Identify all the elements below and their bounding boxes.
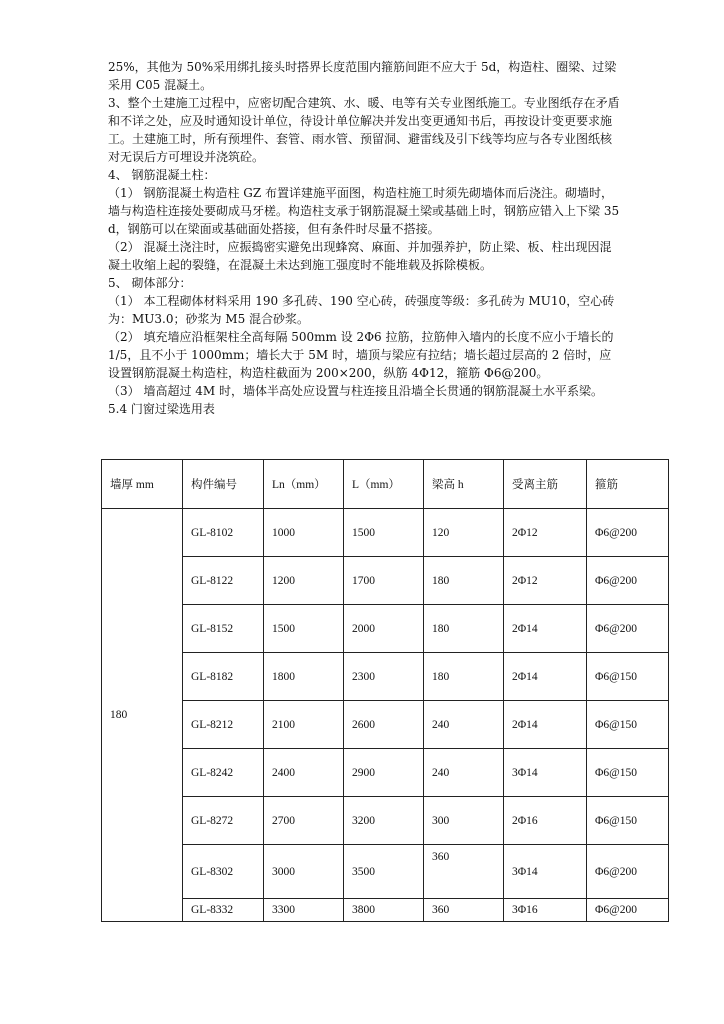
- document-body: [108, 58, 622, 418]
- cell-main-rebar: 3Φ14: [504, 845, 587, 899]
- cell-ln: 3300: [264, 899, 344, 922]
- cell-stirrup: Φ6@150: [587, 749, 669, 797]
- cell-ln: 1800: [264, 653, 344, 701]
- cell-beam-height: 120: [424, 509, 504, 557]
- lintel-table: [101, 459, 669, 922]
- cell-part-number: GL-8302: [183, 845, 264, 899]
- cell-stirrup: Φ6@150: [587, 797, 669, 845]
- table-caption: 5.4 门窗过梁选用表: [108, 402, 215, 416]
- table-row: [102, 653, 669, 701]
- paragraph-coordination: 3、整个土建施工过程中，应密切配合建筑、水、暖、电等有关专业图纸施工。专业图纸存在矛盾和不详之处，应及时通知设计单位，待设计单位解决并发出变更通知书后，再按设计变更要求施工。土建施工时，所有预埋件、套管、雨水管、预留洞、避雷线及引下线等均应与各专业图纸核对无误后方可埋设并浇筑砼。: [108, 96, 620, 164]
- cell-stirrup: Φ6@200: [587, 509, 669, 557]
- cell-beam-height: 360: [424, 899, 504, 922]
- cell-beam-height: 240: [424, 701, 504, 749]
- cell-l: 1500: [344, 509, 424, 557]
- cell-part-number: GL-8242: [183, 749, 264, 797]
- cell-ln: 2100: [264, 701, 344, 749]
- paragraph-column-1: （1） 钢筋混凝土构造柱 GZ 布置详建施平面图，构造柱施工时须先砌墙体而后浇注。砌墙时，墙与构造柱连接处要砌成马牙槎。构造柱支承于钢筋混凝土梁或基础上时，钢筋应错入上下梁 35d，钢筋可以在梁面或基础面处搭接，但有条件时尽量不搭接。: [108, 186, 620, 236]
- header-main-rebar: 受离主筋: [504, 460, 587, 509]
- cell-l: 2900: [344, 749, 424, 797]
- cell-beam-height: 240: [424, 749, 504, 797]
- cell-ln: 2400: [264, 749, 344, 797]
- cell-main-rebar: 2Φ16: [504, 797, 587, 845]
- header-part-number: 构件编号: [183, 460, 264, 509]
- cell-beam-height: 300: [424, 797, 504, 845]
- cell-l: 2300: [344, 653, 424, 701]
- cell-beam-height: 180: [424, 557, 504, 605]
- table-row: [102, 605, 669, 653]
- cell-stirrup: Φ6@150: [587, 653, 669, 701]
- cell-part-number: GL-8212: [183, 701, 264, 749]
- cell-stirrup: Φ6@200: [587, 557, 669, 605]
- cell-l: 1700: [344, 557, 424, 605]
- cell-stirrup: Φ6@200: [587, 899, 669, 922]
- table-row: [102, 557, 669, 605]
- cell-stirrup: Φ6@200: [587, 605, 669, 653]
- paragraph-masonry-3: （3） 墙高超过 4M 时，墙体半高处应设置与柱连接且沿墙全长贯通的钢筋混凝土水平系梁。: [108, 384, 604, 398]
- header-ln: Ln（mm）: [264, 460, 344, 509]
- cell-part-number: GL-8272: [183, 797, 264, 845]
- wall-thickness-cell: 180: [102, 509, 183, 922]
- cell-ln: 1000: [264, 509, 344, 557]
- cell-part-number: GL-8152: [183, 605, 264, 653]
- cell-main-rebar: 2Φ14: [504, 653, 587, 701]
- cell-main-rebar: 3Φ16: [504, 899, 587, 922]
- cell-stirrup: Φ6@150: [587, 701, 669, 749]
- table-row: [102, 797, 669, 845]
- header-wall-thickness: 墙厚 mm: [102, 460, 183, 509]
- cell-part-number: GL-8182: [183, 653, 264, 701]
- table-header-row: [102, 460, 669, 509]
- heading-masonry: 5、 砌体部分：: [108, 276, 192, 290]
- cell-beam-height: 360: [424, 845, 504, 899]
- cell-l: 3200: [344, 797, 424, 845]
- cell-ln: 2700: [264, 797, 344, 845]
- cell-main-rebar: 2Φ14: [504, 605, 587, 653]
- cell-l: 2600: [344, 701, 424, 749]
- table-row: [102, 701, 669, 749]
- cell-main-rebar: 3Φ14: [504, 749, 587, 797]
- cell-l: 3500: [344, 845, 424, 899]
- table-row: [102, 749, 669, 797]
- cell-l: 2000: [344, 605, 424, 653]
- paragraph-masonry-2: （2） 填充墙应沿框架柱全高每隔 500mm 设 2Φ6 拉筋，拉筋伸入墙内的长度不应小于墙长的 1/5，且不小于 1000mm；墙长大于 5M 时，墙顶与梁应有拉结；墙长超过层高的 2 倍时，应设置钢筋混凝土构造柱，构造柱截面为 200×200，纵筋 4Φ12，箍筋 Φ6@200。: [108, 330, 614, 380]
- heading-rc-column: 4、 钢筋混凝土柱：: [108, 168, 216, 182]
- cell-stirrup: Φ6@200: [587, 845, 669, 899]
- header-l: L（mm）: [344, 460, 424, 509]
- cell-part-number: GL-8102: [183, 509, 264, 557]
- cell-l: 3800: [344, 899, 424, 922]
- table-row: [102, 845, 669, 899]
- header-beam-height: 梁高 h: [424, 460, 504, 509]
- cell-main-rebar: 2Φ12: [504, 557, 587, 605]
- paragraph-rebar-splice: 25%，其他为 50%采用绑扎接头时搭界长度范围内箍筋间距不应大于 5d，构造柱、圈梁、过梁采用 C05 混凝土。: [108, 60, 617, 92]
- table-row: [102, 509, 669, 557]
- cell-beam-height: 180: [424, 605, 504, 653]
- cell-ln: 1500: [264, 605, 344, 653]
- paragraph-column-2: （2） 混凝土浇注时，应振捣密实避免出现蜂窝、麻面、并加强养护，防止梁、板、柱出现因混凝土收缩上起的裂缝，在混凝土未达到施工强度时不能堆载及拆除模板。: [108, 240, 612, 272]
- cell-part-number: GL-8122: [183, 557, 264, 605]
- cell-part-number: GL-8332: [183, 899, 264, 922]
- header-stirrup: 箍筋: [587, 460, 669, 509]
- paragraph-masonry-1: （1） 本工程砌体材料采用 190 多孔砖、190 空心砖，砖强度等级：多孔砖为 MU10，空心砖为：MU3.0；砂浆为 M5 混合砂浆。: [108, 294, 615, 326]
- cell-main-rebar: 2Φ12: [504, 509, 587, 557]
- cell-main-rebar: 2Φ14: [504, 701, 587, 749]
- table-row: [102, 899, 669, 922]
- cell-beam-height: 180: [424, 653, 504, 701]
- cell-ln: 1200: [264, 557, 344, 605]
- cell-ln: 3000: [264, 845, 344, 899]
